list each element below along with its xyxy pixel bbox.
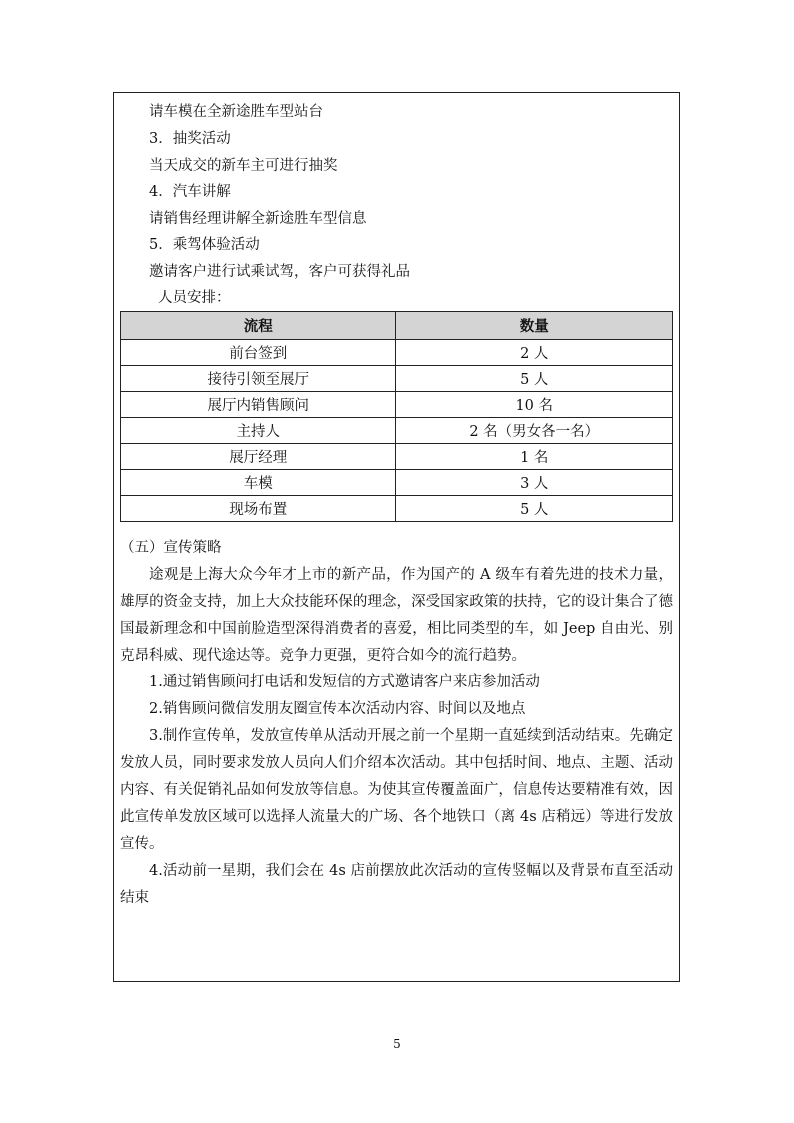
table-cell: 1 名 — [396, 444, 673, 470]
table-cell: 前台签到 — [121, 340, 396, 366]
text-line: 请销售经理讲解全新途胜车型信息 — [149, 211, 367, 227]
column-header: 流程 — [121, 312, 396, 340]
table-row — [121, 444, 673, 470]
text-line: 请车模在全新途胜车型站台 — [149, 104, 323, 120]
staff-table — [120, 311, 673, 522]
section-title: （五）宣传策略 — [120, 540, 222, 556]
table-cell: 2 人 — [396, 340, 673, 366]
table-row — [121, 496, 673, 522]
table-row — [121, 366, 673, 392]
table-cell: 10 名 — [396, 392, 673, 418]
body-paragraph: 4.活动前一星期，我们会在 4s 店前摆放此次活动的宣传竖幅以及背景布直至活动结束 — [120, 863, 673, 906]
table-row — [121, 340, 673, 366]
table-cell: 主持人 — [121, 418, 396, 444]
item-heading: 3．抽奖活动 — [149, 131, 231, 147]
table-cell: 5 人 — [396, 496, 673, 522]
text-line: 当天成交的新车主可进行抽奖 — [149, 158, 338, 174]
table-row — [121, 470, 673, 496]
item-heading: 4．汽车讲解 — [149, 184, 231, 200]
staff-heading: 人员安排： — [158, 290, 231, 306]
table-header-row — [121, 312, 673, 340]
table-cell: 展厅经理 — [121, 444, 396, 470]
body-paragraph: 途观是上海大众今年才上市的新产品，作为国产的 A 级车有着先进的技术力量，雄厚的资金支持，加上大众技能环保的理念，深受国家政策的扶持，它的设计集合了德国最新理念和中国前脸造型深得消费者的喜爱，相比同类型的车，如 Jeep 自由光、别克昂科威、现代途达等。竞争力更强，更符合如今的流行趋势。 — [120, 567, 673, 664]
body-paragraph: 3.制作宣传单，发放宣传单从活动开展之前一个星期一直延续到活动结束。先确定发放人员，同时要求发放人员向人们介绍本次活动。其中包括时间、地点、主题、活动内容、有关促销礼品如何发放等信息。为使其宣传覆盖面广，信息传达要精准有效，因此宣传单发放区域可以选择人流量大的广场、各个地铁口（离 4s 店稍远）等进行发放宣传。 — [120, 728, 673, 852]
table-row — [121, 392, 673, 418]
item-heading: 5．乘驾体验活动 — [149, 237, 260, 253]
table-cell: 展厅内销售顾问 — [121, 392, 396, 418]
column-header: 数量 — [396, 312, 673, 340]
body-paragraph: 1.通过销售顾问打电话和发短信的方式邀请客户来店参加活动 — [149, 674, 540, 690]
table-cell: 接待引领至展厅 — [121, 366, 396, 392]
table-cell: 车模 — [121, 470, 396, 496]
table-cell: 5 人 — [396, 366, 673, 392]
page-number: 5 — [393, 1037, 401, 1051]
table-row — [121, 418, 673, 444]
body-paragraph: 2.销售顾问微信发朋友圈宣传本次活动内容、时间以及地点 — [149, 701, 526, 717]
text-line: 邀请客户进行试乘试驾，客户可获得礼品 — [149, 264, 410, 280]
table-cell: 现场布置 — [121, 496, 396, 522]
table-cell: 2 名（男女各一名） — [396, 418, 673, 444]
table-cell: 3 人 — [396, 470, 673, 496]
